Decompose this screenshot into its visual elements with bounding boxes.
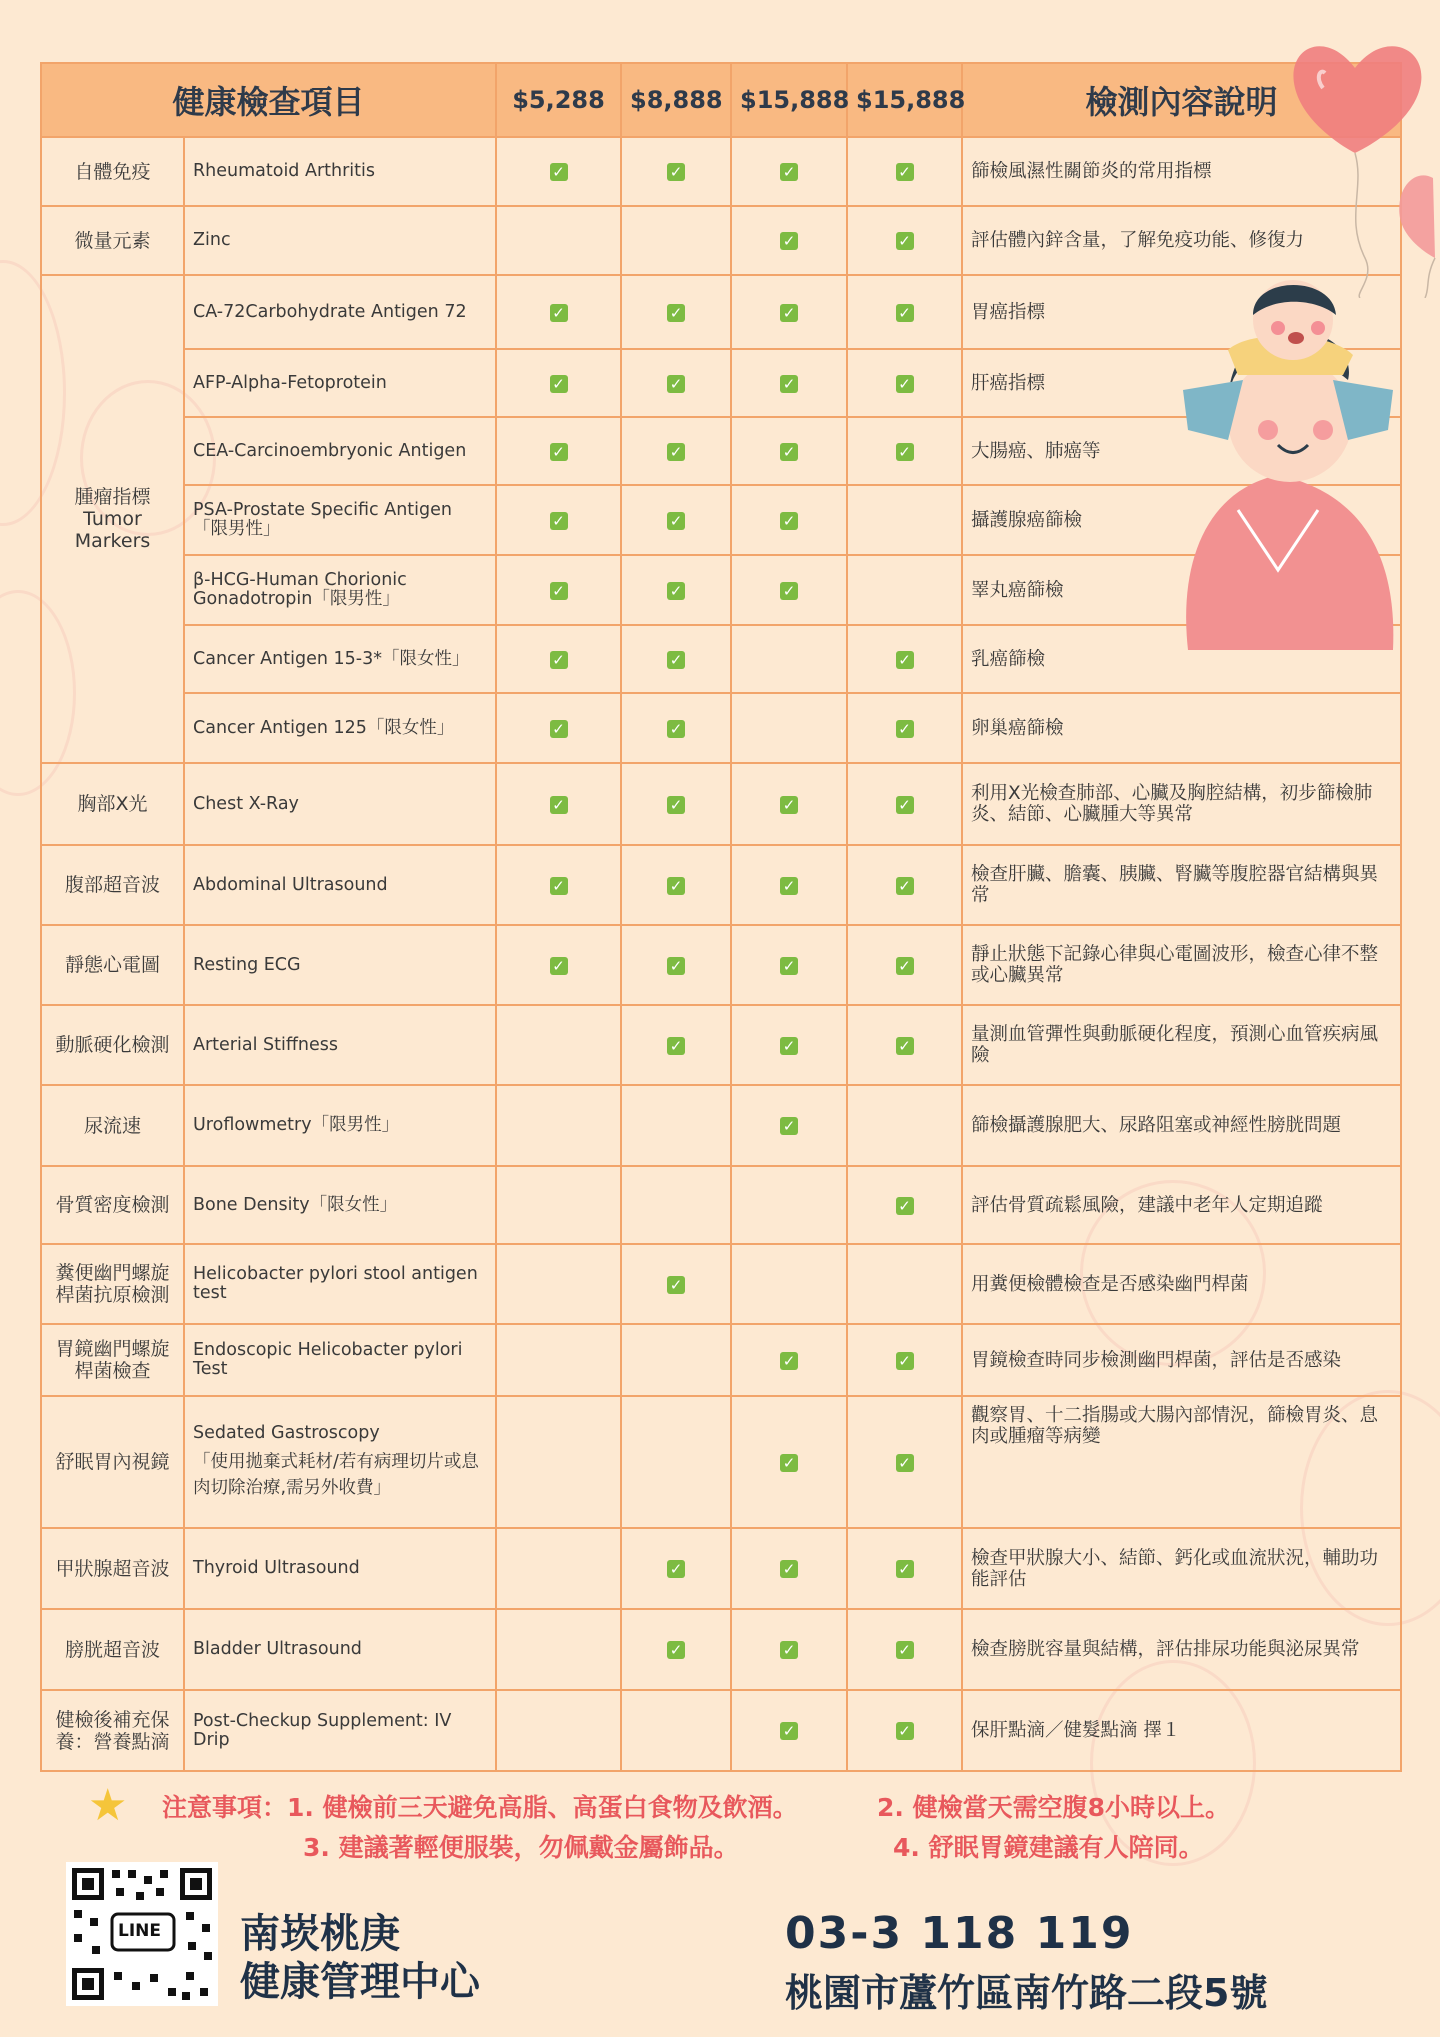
item-cell bbox=[184, 206, 496, 275]
notes-section bbox=[88, 1780, 1390, 1866]
table-header-row bbox=[41, 63, 1401, 137]
table-row bbox=[41, 1244, 1401, 1324]
check-cell bbox=[496, 349, 621, 417]
category-cell: 自體免疫 bbox=[41, 137, 184, 206]
description-cell: 肝癌指標 bbox=[962, 349, 1401, 417]
checkmark-icon: ✓ bbox=[780, 582, 798, 600]
check-cell bbox=[731, 845, 847, 925]
checkmark-icon: ✓ bbox=[780, 443, 798, 461]
item-cell bbox=[184, 349, 496, 417]
item-cell bbox=[184, 625, 496, 693]
description-cell: 乳癌篩檢 bbox=[962, 625, 1401, 693]
check-cell bbox=[847, 1690, 962, 1771]
checkmark-icon: ✓ bbox=[550, 957, 568, 975]
description-cell: 胃癌指標 bbox=[962, 275, 1401, 349]
note-1: 1. 健檢前三天避免高脂、高蛋白食物及飲酒。 bbox=[287, 1793, 798, 1822]
item-cell bbox=[184, 275, 496, 349]
item-cell bbox=[184, 1324, 496, 1396]
check-cell bbox=[847, 137, 962, 206]
check-cell bbox=[621, 845, 731, 925]
item-name: AFP-Alpha-Fetoprotein bbox=[193, 372, 387, 393]
check-cell bbox=[621, 1166, 731, 1244]
item-cell bbox=[184, 1085, 496, 1166]
check-cell bbox=[847, 555, 962, 625]
item-name: Zinc bbox=[193, 230, 231, 250]
description-cell: 量測血管彈性與動脈硬化程度，預測心血管疾病風險 bbox=[962, 1005, 1401, 1085]
category-cell: 尿流速 bbox=[41, 1085, 184, 1166]
checkmark-icon: ✓ bbox=[550, 163, 568, 181]
check-cell bbox=[496, 1166, 621, 1244]
checkmark-icon: ✓ bbox=[896, 651, 914, 669]
checkmark-icon: ✓ bbox=[667, 1037, 685, 1055]
table-row bbox=[41, 1324, 1401, 1396]
check-cell bbox=[847, 763, 962, 845]
item-cell bbox=[184, 1166, 496, 1244]
checkmark-icon: ✓ bbox=[896, 1454, 914, 1472]
category-cell: 腫瘤指標 Tumor Markers bbox=[41, 275, 184, 763]
checkmark-icon: ✓ bbox=[667, 957, 685, 975]
check-cell bbox=[496, 1244, 621, 1324]
description-cell: 保肝點滴／健髮點滴 擇１ bbox=[962, 1690, 1401, 1771]
check-cell bbox=[496, 1085, 621, 1166]
checkmark-icon: ✓ bbox=[667, 1641, 685, 1659]
checkmark-icon: ✓ bbox=[896, 1037, 914, 1055]
checkmark-icon: ✓ bbox=[780, 877, 798, 895]
check-cell bbox=[847, 693, 962, 763]
table-row bbox=[41, 693, 1401, 763]
checkmark-icon: ✓ bbox=[896, 304, 914, 322]
description-cell: 大腸癌、肺癌等 bbox=[962, 417, 1401, 485]
father-child-illustration bbox=[1168, 270, 1408, 665]
item-name: Abdominal Ultrasound bbox=[193, 874, 388, 895]
check-cell bbox=[621, 1609, 731, 1690]
check-cell bbox=[496, 1528, 621, 1609]
check-cell bbox=[847, 925, 962, 1005]
checkmark-icon: ✓ bbox=[667, 512, 685, 530]
clinic-name bbox=[240, 1910, 480, 2006]
item-name: CA-72Carbohydrate Antigen 72 bbox=[193, 301, 467, 322]
check-cell bbox=[496, 1396, 621, 1528]
check-cell bbox=[847, 1085, 962, 1166]
check-cell bbox=[496, 1690, 621, 1771]
check-cell bbox=[847, 349, 962, 417]
checkmark-icon: ✓ bbox=[896, 443, 914, 461]
note-2: 2. 健檢當天需空腹8小時以上。 bbox=[877, 1793, 1231, 1822]
checkmark-icon: ✓ bbox=[550, 443, 568, 461]
table-row bbox=[41, 1609, 1401, 1690]
checkmark-icon: ✓ bbox=[780, 512, 798, 530]
checkmark-icon: ✓ bbox=[550, 720, 568, 738]
checkmark-icon: ✓ bbox=[780, 796, 798, 814]
category-cell: 健檢後補充保養：營養點滴 bbox=[41, 1690, 184, 1771]
checkmark-icon: ✓ bbox=[896, 1352, 914, 1370]
checkmark-icon: ✓ bbox=[780, 1352, 798, 1370]
price-column-header: $8,888 bbox=[621, 63, 731, 137]
description-cell: 靜止狀態下記錄心律與心電圖波形，檢查心律不整或心臟異常 bbox=[962, 925, 1401, 1005]
description-cell: 胃鏡檢查時同步檢測幽門桿菌，評估是否感染 bbox=[962, 1324, 1401, 1396]
item-note: 「使用拋棄式耗材/若有病理切片或息肉切除治療,需另外收費」 bbox=[193, 1451, 479, 1498]
checkmark-icon: ✓ bbox=[667, 582, 685, 600]
check-cell bbox=[731, 206, 847, 275]
check-cell bbox=[731, 1324, 847, 1396]
item-name: PSA-Prostate Specific Antigen 「限男性」 bbox=[193, 500, 452, 539]
item-cell bbox=[184, 1396, 496, 1528]
check-cell bbox=[731, 1528, 847, 1609]
category-cell: 靜態心電圖 bbox=[41, 925, 184, 1005]
checkmark-icon: ✓ bbox=[667, 304, 685, 322]
item-name: Bone Density「限女性」 bbox=[193, 1194, 398, 1215]
check-cell bbox=[731, 1690, 847, 1771]
checkmark-icon: ✓ bbox=[780, 1560, 798, 1578]
check-cell bbox=[847, 1005, 962, 1085]
item-cell bbox=[184, 1244, 496, 1324]
check-cell bbox=[731, 137, 847, 206]
phone-number[interactable]: 03-3 118 119 bbox=[785, 1908, 1134, 1959]
check-cell bbox=[621, 275, 731, 349]
item-cell bbox=[184, 417, 496, 485]
checkmark-icon: ✓ bbox=[550, 512, 568, 530]
check-cell bbox=[731, 1166, 847, 1244]
checkmark-icon: ✓ bbox=[667, 651, 685, 669]
note-4: 4. 舒眠胃鏡建議有人陪同。 bbox=[893, 1833, 1204, 1862]
check-cell bbox=[621, 1085, 731, 1166]
check-cell bbox=[496, 485, 621, 555]
category-cell: 骨質密度檢測 bbox=[41, 1166, 184, 1244]
header-items-title: 健康檢查項目 bbox=[41, 63, 496, 137]
check-cell bbox=[731, 1396, 847, 1528]
item-cell bbox=[184, 137, 496, 206]
clinic-name-line2: 健康管理中心 bbox=[240, 1959, 480, 2005]
clinic-name-line1: 南崁桃庚 bbox=[240, 1911, 400, 1957]
check-cell bbox=[496, 925, 621, 1005]
table-row bbox=[41, 763, 1401, 845]
check-cell bbox=[847, 1609, 962, 1690]
check-cell bbox=[621, 1690, 731, 1771]
check-cell bbox=[496, 763, 621, 845]
check-cell bbox=[731, 349, 847, 417]
checkmark-icon: ✓ bbox=[550, 582, 568, 600]
check-cell bbox=[621, 925, 731, 1005]
item-name: Thyroid Ultrasound bbox=[193, 1558, 360, 1578]
item-name: Cancer Antigen 125「限女性」 bbox=[193, 717, 455, 738]
address: 桃園市蘆竹區南竹路二段5號 bbox=[785, 1971, 1268, 2015]
checkmark-icon: ✓ bbox=[550, 796, 568, 814]
check-cell bbox=[621, 1005, 731, 1085]
checkmark-icon: ✓ bbox=[896, 796, 914, 814]
item-name: β-HCG-Human Chorionic Gonadotropin「限男性」 bbox=[193, 570, 407, 609]
check-cell bbox=[731, 763, 847, 845]
checkmark-icon: ✓ bbox=[896, 1560, 914, 1578]
item-name: Endoscopic Helicobacter pylori Test bbox=[193, 1340, 463, 1379]
check-cell bbox=[621, 1396, 731, 1528]
item-name: Bladder Ultrasound bbox=[193, 1639, 362, 1659]
checkmark-icon: ✓ bbox=[667, 443, 685, 461]
price-column-header: $15,888 bbox=[847, 63, 962, 137]
check-cell bbox=[847, 1528, 962, 1609]
checkmark-icon: ✓ bbox=[780, 1722, 798, 1740]
description-cell: 評估骨質疏鬆風險，建議中老年人定期追蹤 bbox=[962, 1166, 1401, 1244]
table-row bbox=[41, 1085, 1401, 1166]
checkmark-icon: ✓ bbox=[667, 796, 685, 814]
check-cell bbox=[731, 625, 847, 693]
check-cell bbox=[731, 1244, 847, 1324]
category-cell: 腹部超音波 bbox=[41, 845, 184, 925]
check-cell bbox=[847, 275, 962, 349]
item-cell bbox=[184, 925, 496, 1005]
description-cell: 用糞便檢體檢查是否感染幽門桿菌 bbox=[962, 1244, 1401, 1324]
check-cell bbox=[621, 1244, 731, 1324]
description-cell: 檢查甲狀腺大小、結節、鈣化或血流狀況，輔助功能評估 bbox=[962, 1528, 1401, 1609]
checkmark-icon: ✓ bbox=[780, 1117, 798, 1135]
check-cell bbox=[731, 1085, 847, 1166]
checkmark-icon: ✓ bbox=[896, 1641, 914, 1659]
item-cell bbox=[184, 485, 496, 555]
checkmark-icon: ✓ bbox=[896, 1722, 914, 1740]
description-cell: 觀察胃、十二指腸或大腸內部情況，篩檢胃炎、息肉或腫瘤等病變 bbox=[962, 1396, 1401, 1528]
checkmark-icon: ✓ bbox=[780, 304, 798, 322]
item-name: Chest X-Ray bbox=[193, 793, 299, 814]
check-cell bbox=[847, 625, 962, 693]
table-row bbox=[41, 1005, 1401, 1085]
description-cell: 篩檢風濕性關節炎的常用指標 bbox=[962, 137, 1401, 206]
check-cell bbox=[731, 925, 847, 1005]
star-icon: ★ bbox=[88, 1780, 128, 1831]
check-cell bbox=[731, 485, 847, 555]
description-cell: 睪丸癌篩檢 bbox=[962, 555, 1401, 625]
check-cell bbox=[621, 206, 731, 275]
checkmark-icon: ✓ bbox=[550, 651, 568, 669]
table-row bbox=[41, 137, 1401, 206]
check-cell bbox=[496, 625, 621, 693]
item-cell bbox=[184, 1690, 496, 1771]
description-cell: 評估體內鋅含量，了解免疫功能、修復力 bbox=[962, 206, 1401, 275]
item-cell bbox=[184, 555, 496, 625]
check-cell bbox=[731, 555, 847, 625]
item-name: Rheumatoid Arthritis bbox=[193, 161, 375, 181]
check-cell bbox=[621, 485, 731, 555]
check-cell bbox=[731, 1005, 847, 1085]
checkmark-icon: ✓ bbox=[896, 957, 914, 975]
description-cell: 檢查膀胱容量與結構，評估排尿功能與泌尿異常 bbox=[962, 1609, 1401, 1690]
description-cell: 卵巢癌篩檢 bbox=[962, 693, 1401, 763]
check-cell bbox=[847, 1396, 962, 1528]
item-cell bbox=[184, 1609, 496, 1690]
category-cell: 胃鏡幽門螺旋桿菌檢查 bbox=[41, 1324, 184, 1396]
check-cell bbox=[621, 555, 731, 625]
item-cell bbox=[184, 693, 496, 763]
check-cell bbox=[496, 845, 621, 925]
checkmark-icon: ✓ bbox=[780, 957, 798, 975]
category-cell: 舒眠胃內視鏡 bbox=[41, 1396, 184, 1528]
notes-label: 注意事項： bbox=[162, 1793, 288, 1822]
checkmark-icon: ✓ bbox=[780, 1641, 798, 1659]
checkmark-icon: ✓ bbox=[667, 1276, 685, 1294]
check-cell bbox=[496, 1324, 621, 1396]
checkmark-icon: ✓ bbox=[550, 304, 568, 322]
item-name: CEA-Carcinoembryonic Antigen bbox=[193, 440, 467, 461]
description-cell: 檢查肝臟、膽囊、胰臟、腎臟等腹腔器官結構與異常 bbox=[962, 845, 1401, 925]
item-name: Uroflowmetry「限男性」 bbox=[193, 1115, 400, 1135]
category-cell: 糞便幽門螺旋桿菌抗原檢測 bbox=[41, 1244, 184, 1324]
check-cell bbox=[621, 1324, 731, 1396]
item-name: Helicobacter pylori stool antigen test bbox=[193, 1264, 478, 1303]
check-cell bbox=[847, 1244, 962, 1324]
checkmark-icon: ✓ bbox=[780, 1037, 798, 1055]
check-cell bbox=[496, 206, 621, 275]
header-desc-title: 檢測內容說明 bbox=[962, 63, 1401, 137]
item-name: Sedated Gastroscopy bbox=[193, 1422, 380, 1443]
table-row bbox=[41, 206, 1401, 275]
table-row bbox=[41, 1396, 1401, 1528]
check-cell bbox=[621, 349, 731, 417]
category-cell: 膀胱超音波 bbox=[41, 1609, 184, 1690]
category-cell: 微量元素 bbox=[41, 206, 184, 275]
item-cell bbox=[184, 763, 496, 845]
category-cell: 動脈硬化檢測 bbox=[41, 1005, 184, 1085]
item-name: Resting ECG bbox=[193, 954, 301, 975]
item-name: Arterial Stiffness bbox=[193, 1034, 338, 1055]
check-cell bbox=[847, 1324, 962, 1396]
check-cell bbox=[731, 1609, 847, 1690]
item-name: Cancer Antigen 15-3*「限女性」 bbox=[193, 648, 470, 669]
check-cell bbox=[496, 1005, 621, 1085]
table-row bbox=[41, 925, 1401, 1005]
checkmark-icon: ✓ bbox=[780, 1454, 798, 1472]
check-cell bbox=[496, 275, 621, 349]
check-cell bbox=[621, 417, 731, 485]
check-cell bbox=[621, 1528, 731, 1609]
check-cell bbox=[496, 693, 621, 763]
check-cell bbox=[847, 417, 962, 485]
category-cell: 胸部X光 bbox=[41, 763, 184, 845]
check-cell bbox=[731, 275, 847, 349]
check-cell bbox=[621, 137, 731, 206]
note-3: 3. 建議著輕便服裝，勿佩戴金屬飾品。 bbox=[303, 1833, 739, 1862]
checkmark-icon: ✓ bbox=[896, 232, 914, 250]
checkmark-icon: ✓ bbox=[780, 232, 798, 250]
checkmark-icon: ✓ bbox=[667, 877, 685, 895]
item-cell bbox=[184, 1005, 496, 1085]
check-cell bbox=[731, 417, 847, 485]
balloon-illustration bbox=[1285, 28, 1440, 298]
check-cell bbox=[847, 845, 962, 925]
price-column-header: $15,888 bbox=[731, 63, 847, 137]
checkmark-icon: ✓ bbox=[550, 375, 568, 393]
checkmark-icon: ✓ bbox=[550, 877, 568, 895]
check-cell bbox=[621, 693, 731, 763]
table-row bbox=[41, 1166, 1401, 1244]
price-column-header: $5,288 bbox=[496, 63, 621, 137]
checkmark-icon: ✓ bbox=[780, 163, 798, 181]
checkmark-icon: ✓ bbox=[896, 720, 914, 738]
check-cell bbox=[847, 485, 962, 555]
check-cell bbox=[496, 417, 621, 485]
check-cell bbox=[847, 206, 962, 275]
check-cell bbox=[496, 555, 621, 625]
checkmark-icon: ✓ bbox=[896, 375, 914, 393]
category-cell: 甲狀腺超音波 bbox=[41, 1528, 184, 1609]
item-cell bbox=[184, 845, 496, 925]
checkmark-icon: ✓ bbox=[667, 163, 685, 181]
table-row bbox=[41, 1690, 1401, 1771]
checkmark-icon: ✓ bbox=[667, 1560, 685, 1578]
check-cell bbox=[847, 1166, 962, 1244]
check-cell bbox=[731, 693, 847, 763]
checkmark-icon: ✓ bbox=[667, 720, 685, 738]
checkmark-icon: ✓ bbox=[896, 877, 914, 895]
check-cell bbox=[621, 763, 731, 845]
checkmark-icon: ✓ bbox=[896, 163, 914, 181]
description-cell: 攝護腺癌篩檢 bbox=[962, 485, 1401, 555]
description-cell: 利用X光檢查肺部、心臟及胸腔結構，初步篩檢肺炎、結節、心臟腫大等異常 bbox=[962, 763, 1401, 845]
table-row bbox=[41, 845, 1401, 925]
check-cell bbox=[496, 1609, 621, 1690]
checkmark-icon: ✓ bbox=[896, 1197, 914, 1215]
check-cell bbox=[621, 625, 731, 693]
checkmark-icon: ✓ bbox=[780, 375, 798, 393]
checkmark-icon: ✓ bbox=[667, 375, 685, 393]
qr-line-label: LINE bbox=[118, 1921, 161, 1941]
item-name: Post-Checkup Supplement: IV Drip bbox=[193, 1710, 452, 1750]
table-row bbox=[41, 1528, 1401, 1609]
item-cell bbox=[184, 1528, 496, 1609]
check-cell bbox=[496, 137, 621, 206]
description-cell: 篩檢攝護腺肥大、尿路阻塞或神經性膀胱問題 bbox=[962, 1085, 1401, 1166]
